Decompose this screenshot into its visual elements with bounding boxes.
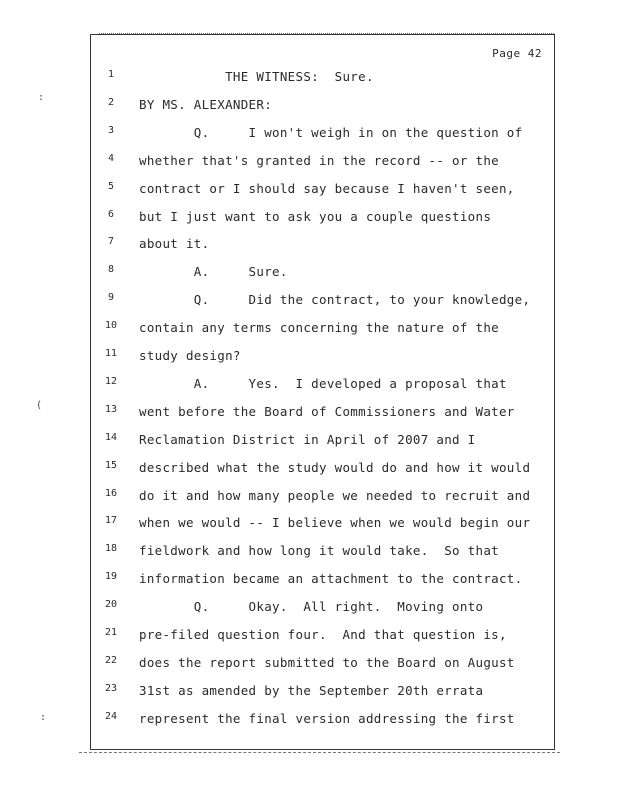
transcript-line (91, 460, 551, 480)
line-text: contain any terms concerning the nature of the (139, 320, 499, 336)
transcript-line (91, 683, 551, 703)
line-number: 2 (107, 96, 115, 108)
line-text: study design? (139, 348, 241, 363)
line-text: pre-filed question four. And that question is, (139, 627, 507, 642)
line-number: 19 (104, 571, 118, 583)
line-text: BY MS. ALEXANDER: (139, 96, 273, 112)
line-number: 15 (104, 459, 118, 471)
transcript-line (91, 627, 551, 647)
line-number: 1 (107, 69, 115, 80)
transcript-line (91, 404, 551, 424)
transcript-line (91, 515, 551, 535)
line-text: but I just want to ask you a couple questions (139, 208, 492, 224)
transcript-line (91, 655, 551, 675)
line-text: 31st as amended by the September 20th errata (139, 682, 484, 698)
line-text: do it and how many people we needed to recruit and (139, 487, 531, 503)
transcript-line (91, 209, 551, 229)
margin-mark: : (40, 712, 47, 723)
line-number: 24 (104, 710, 118, 722)
page-number: Page 42 (492, 47, 542, 60)
line-text: information became an attachment to the contract. (139, 571, 523, 587)
line-number: 22 (104, 654, 118, 666)
line-number: 21 (104, 627, 118, 638)
line-number: 18 (104, 543, 118, 555)
line-text: about it. (139, 236, 210, 252)
line-number: 13 (104, 403, 118, 415)
transcript-line (91, 320, 551, 340)
transcript-page (90, 34, 555, 750)
line-text: A. Yes. I developed a proposal that (139, 375, 507, 391)
line-number: 14 (104, 431, 118, 443)
line-number: 10 (104, 320, 118, 332)
line-text: went before the Board of Commissioners and Water (139, 403, 515, 419)
line-text: whether that's granted in the record -- or the (139, 152, 499, 168)
transcript-line (91, 97, 551, 117)
line-text: Q. Okay. All right. Moving onto (139, 599, 484, 615)
transcript-line (91, 571, 551, 591)
line-text: Q. I won't weigh in on the question of (139, 124, 523, 140)
line-text: contract or I should say because I haven't seen, (139, 180, 515, 196)
transcript-line (91, 181, 551, 201)
line-text: A. Sure. (139, 264, 288, 280)
line-number: 11 (104, 348, 118, 359)
line-number: 3 (107, 124, 115, 136)
line-number: 5 (107, 180, 115, 192)
transcript-line (91, 599, 551, 619)
transcript-line (91, 543, 551, 563)
line-text: represent the final version addressing the first (139, 710, 515, 726)
line-text: Reclamation District in April of 2007 and I (139, 431, 476, 447)
line-number: 16 (104, 487, 118, 499)
line-number: 20 (104, 599, 118, 611)
transcript-line (91, 69, 551, 89)
line-number: 8 (107, 264, 115, 276)
transcript-line (91, 125, 551, 145)
transcript-line (91, 432, 551, 452)
line-number: 23 (104, 682, 118, 694)
transcript-line (91, 488, 551, 508)
line-number: 7 (107, 236, 115, 248)
line-text: THE WITNESS: Sure. (139, 69, 374, 84)
transcript-line (91, 153, 551, 173)
line-number: 6 (107, 208, 115, 220)
line-number: 4 (107, 152, 115, 164)
margin-mark: : (38, 92, 45, 103)
transcript-line (91, 292, 551, 312)
margin-mark: ( (36, 400, 43, 411)
line-text: does the report submitted to the Board on August (139, 654, 515, 670)
transcript-line (91, 348, 551, 368)
line-text: when we would -- I believe when we would begin our (139, 515, 531, 531)
transcript-line (91, 236, 551, 256)
transcript-line (91, 264, 551, 284)
line-text: described what the study would do and how it would (139, 459, 531, 475)
transcript-line (91, 376, 551, 396)
line-number: 17 (104, 515, 118, 527)
line-number: 9 (107, 292, 115, 304)
line-text: Q. Did the contract, to your knowledge, (139, 292, 531, 308)
line-text: fieldwork and how long it would take. So that (139, 543, 499, 559)
line-number: 12 (104, 375, 118, 387)
transcript-line (91, 711, 551, 731)
